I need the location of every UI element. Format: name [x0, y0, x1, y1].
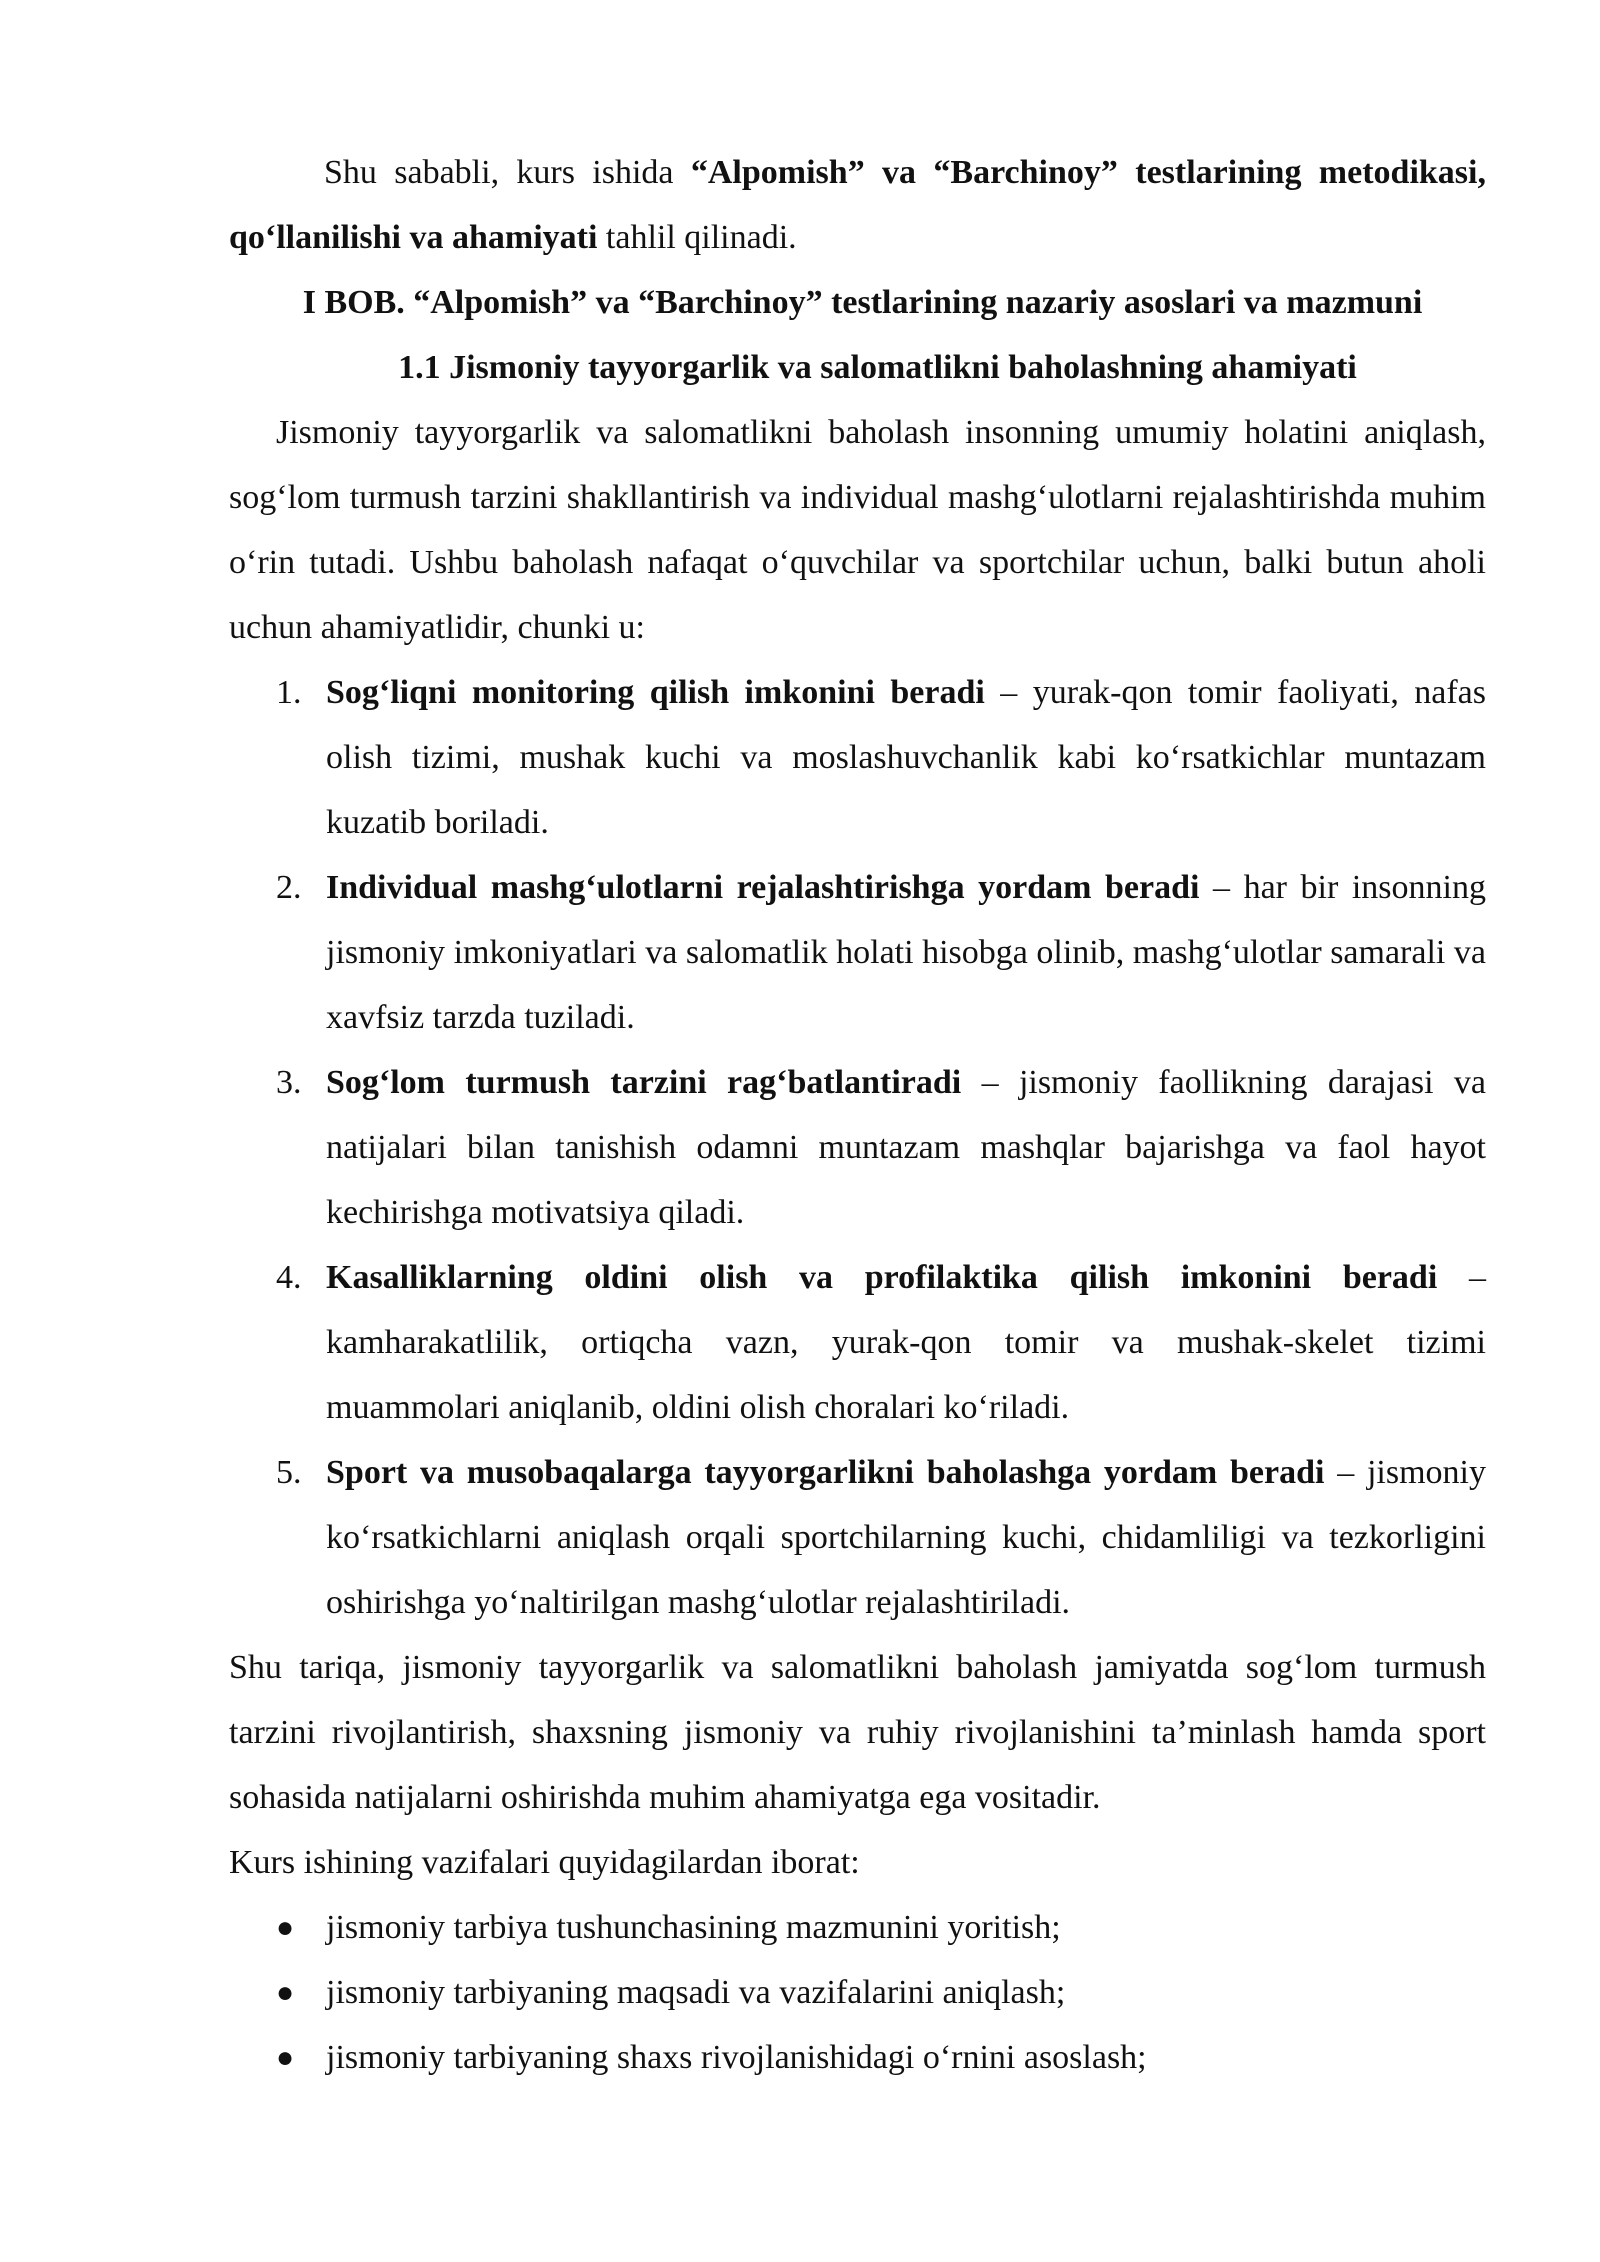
- list-item-text: – yurak-qon tomir faoliyati, nafas olish tizimi, mushak kuchi va moslashuvchanlik kabi ko‘rsatkichlar muntazam kuzatib boriladi.: [326, 674, 1486, 841]
- list-number: 5.: [276, 1454, 302, 1491]
- intro-paragraph: [229, 140, 1486, 270]
- list-item: [229, 1895, 1486, 1960]
- list-item-bold: Individual mashg‘ulotlarni rejalashtirishga yordam beradi: [326, 869, 1200, 906]
- list-item-bold: Kasalliklarning oldini olish va profilaktika qilish imkonini beradi: [326, 1259, 1438, 1296]
- page-content: [229, 140, 1486, 2090]
- numbered-list: [229, 660, 1486, 1635]
- list-item: [229, 1440, 1486, 1635]
- list-item: [229, 855, 1486, 1050]
- task-text: jismoniy tarbiyaning shaxs rivojlanishidagi o‘rnini asoslash;: [326, 2039, 1147, 2076]
- section-heading: 1.1 Jismoniy tayyorgarlik va salomatlikni baholashning ahamiyati: [398, 349, 1357, 386]
- intro-text-end: tahlil qilinadi.: [597, 219, 797, 256]
- list-number: 1.: [276, 674, 302, 711]
- list-item-text: – kamharakatlilik, ortiqcha vazn, yurak-qon tomir va mushak-skelet tizimi muammolari aniqlanib, oldini olish choralari ko‘riladi.: [326, 1259, 1486, 1426]
- list-item-text: – jismoniy ko‘rsatkichlarni aniqlash orqali sportchilarning kuchi, chidamliligi va tezkorligini oshirishga yo‘naltirilgan mashg‘ulotlar rejalashtiriladi.: [326, 1454, 1486, 1621]
- body-paragraph-2: Shu tariqa, jismoniy tayyorgarlik va salomatlikni baholash jamiyatda sog‘lom turmush tarzini rivojlantirish, shaxsning jismoniy va ruhiy rivojlanishini ta’minlash hamda sport sohasida natijalarni oshirishda muhim ahamiyatga ega vositadir.: [229, 1649, 1486, 1816]
- list-item-bold: Sog‘lom turmush tarzini rag‘batlantiradi: [326, 1064, 962, 1101]
- list-number: 2.: [276, 869, 302, 906]
- list-item: [229, 660, 1486, 855]
- bullet-icon: ●: [276, 1911, 295, 1944]
- list-item: [229, 1050, 1486, 1245]
- bullet-icon: ●: [276, 2041, 295, 2074]
- task-text: jismoniy tarbiya tushunchasining mazmunini yoritish;: [326, 1909, 1061, 1946]
- list-number: 3.: [276, 1064, 302, 1101]
- list-item-bold: Sport va musobaqalarga tayyorgarlikni baholashga yordam beradi: [326, 1454, 1325, 1491]
- list-item: [229, 1960, 1486, 2025]
- tasks-list: [229, 1895, 1486, 2090]
- list-number: 4.: [276, 1259, 302, 1296]
- list-item: [229, 1245, 1486, 1440]
- body-paragraph-1: Jismoniy tayyorgarlik va salomatlikni baholash insonning umumiy holatini aniqlash, sog‘lom turmush tarzini shakllantirish va individual mashg‘ulotlarni rejalashtirishda muhim o‘rin tutadi. Ushbu baholash nafaqat o‘quvchilar va sportchilar uchun, balki butun aholi uchun ahamiyatlidir, chunki u:: [229, 414, 1486, 646]
- list-item-bold: Sog‘liqni monitoring qilish imkonini beradi: [326, 674, 985, 711]
- list-item: [229, 2025, 1486, 2090]
- list-item-text: – har bir insonning jismoniy imkoniyatlari va salomatlik holati hisobga olinib, mashg‘ulotlar samarali va xavfsiz tarzda tuziladi.: [326, 869, 1486, 1036]
- intro-bold-topic: “Alpomish” va “Barchinoy” testlarining metodikasi, qo‘llanilishi va ahamiyati: [229, 154, 1486, 256]
- list-item-text: – jismoniy faollikning darajasi va natijalari bilan tanishish odamni muntazam mashqlar bajarishga va faol hayot kechirishga motivatsiya qiladi.: [326, 1064, 1486, 1231]
- intro-text-start: Shu sababli, kurs ishida: [324, 154, 691, 191]
- tasks-intro: Kurs ishining vazifalari quyidagilardan iborat:: [229, 1844, 860, 1881]
- task-text: jismoniy tarbiyaning maqsadi va vazifalarini aniqlash;: [326, 1974, 1066, 2011]
- bullet-icon: ●: [276, 1976, 295, 2009]
- chapter-heading: I BOB. “Alpomish” va “Barchinoy” testlarining nazariy asoslari va mazmuni: [302, 284, 1423, 321]
